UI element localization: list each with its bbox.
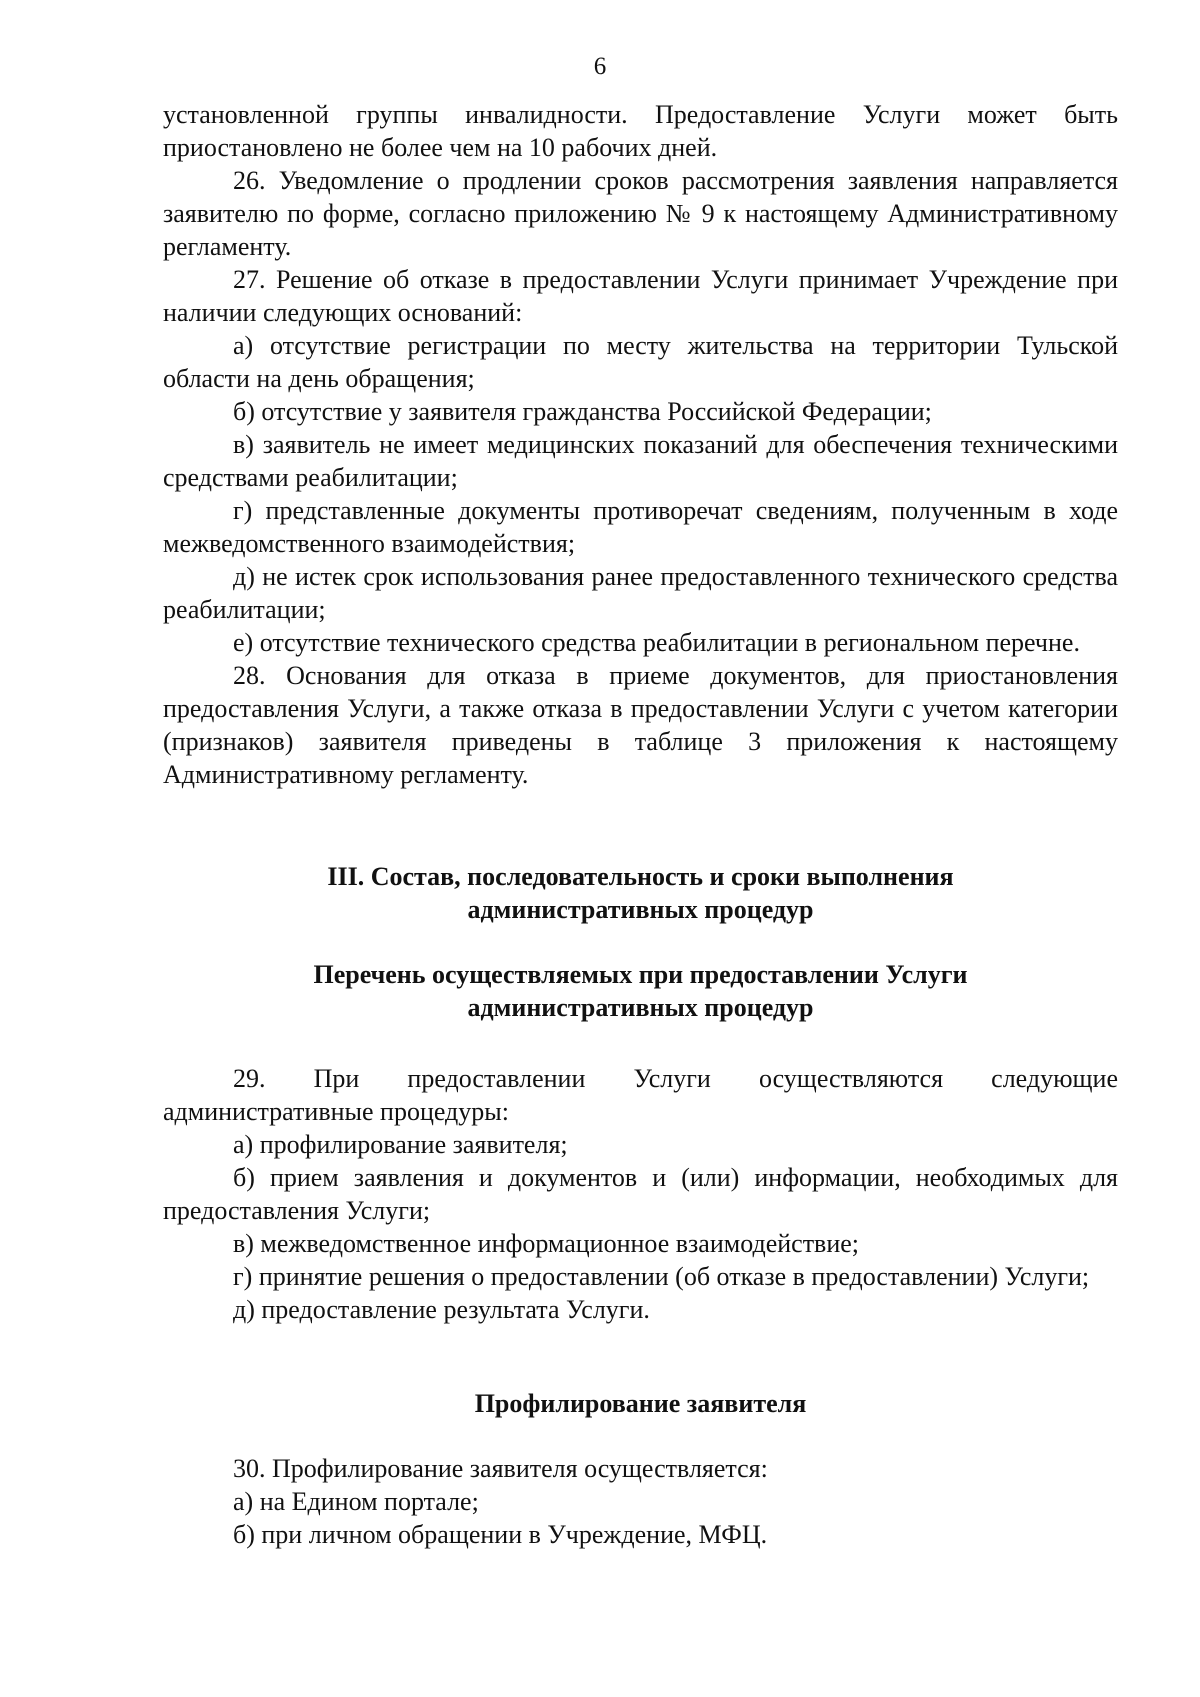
list-item-30b: б) при личном обращении в Учреждение, МФЦ. — [233, 1520, 768, 1549]
list-item-27b: б) отсутствие у заявителя гражданства Российской Федерации; — [233, 397, 932, 426]
list-item-29b: б) прием заявления и документов и (или) информации, необходимых для предоставления Услуги; — [163, 1163, 1118, 1225]
profiling-heading: Профилирование заявителя — [474, 1389, 807, 1418]
list-item-27f: е) отсутствие технического средства реабилитации в региональном перечне. — [233, 628, 1080, 657]
list-item-30a: а) на Едином портале; — [233, 1487, 479, 1516]
list-item-27a: а) отсутствие регистрации по месту жительства на территории Тульской области на день обращения; — [163, 331, 1118, 393]
list-item-29a: а) профилирование заявителя; — [233, 1130, 568, 1159]
subsection-heading-line1: Перечень осуществляемых при предоставлении Услуги — [313, 960, 968, 989]
subsection-heading-line2: административных процедур — [467, 993, 814, 1022]
paragraph-30: 30. Профилирование заявителя осуществляется: — [233, 1454, 768, 1483]
list-item-29e: д) предоставление результата Услуги. — [233, 1295, 650, 1324]
paragraph-26: 26. Уведомление о продлении сроков рассмотрения заявления направляется заявителю по форме, согласно приложению № 9 к настоящему Административному регламенту. — [163, 166, 1118, 261]
text-block-c — [163, 1452, 1118, 1551]
section-heading — [163, 860, 1118, 926]
list-item-27d: г) представленные документы противоречат сведениям, полученным в ходе межведомственного взаимодействия; — [163, 496, 1118, 558]
subsection-heading-profiling — [163, 1387, 1118, 1420]
list-item-27e: д) не истек срок использования ранее предоставленного технического средства реабилитации; — [163, 562, 1118, 624]
page-number: 6 — [593, 53, 607, 80]
list-item-29c: в) межведомственное информационное взаимодействие; — [233, 1229, 860, 1258]
text-block-b — [163, 1062, 1118, 1326]
subsection-heading-procedures — [163, 958, 1118, 1024]
paragraph-28: 28. Основания для отказа в приеме документов, для приостановления предоставления Услуги, а также отказа в предоставлении Услуги с учетом категории (признаков) заявителя приведены в таблице 3 приложения к настоящему Административному регламенту. — [163, 661, 1118, 789]
paragraph-29: 29. При предоставлении Услуги осуществляются следующие административные процедуры: — [163, 1064, 1118, 1126]
section-heading-line2: административных процедур — [467, 895, 814, 924]
paragraph-continuation: установленной группы инвалидности. Предоставление Услуги может быть приостановлено не более чем на 10 рабочих дней. — [163, 100, 1118, 162]
list-item-29d: г) принятие решения о предоставлении (об отказе в предоставлении) Услуги; — [233, 1262, 1090, 1291]
text-block-a — [163, 98, 1118, 791]
section-heading-line1: III. Состав, последовательность и сроки выполнения — [327, 862, 954, 891]
paragraph-27: 27. Решение об отказе в предоставлении Услуги принимает Учреждение при наличии следующих оснований: — [163, 265, 1118, 327]
list-item-27c: в) заявитель не имеет медицинских показаний для обеспечения техническими средствами реабилитации; — [163, 430, 1118, 492]
